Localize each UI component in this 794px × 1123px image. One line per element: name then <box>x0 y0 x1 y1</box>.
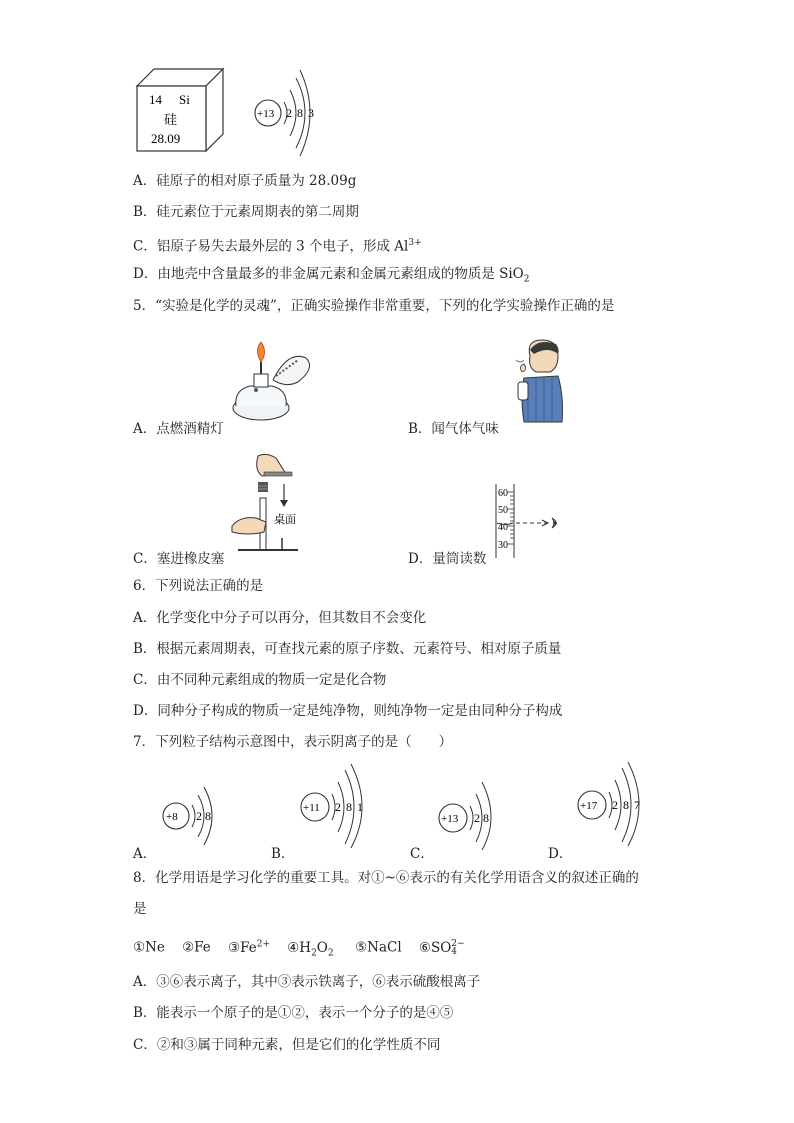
ion-charge: 3+ <box>408 238 422 248</box>
tick-30: 30 <box>498 540 508 551</box>
electron-shells: 2 8 1 <box>335 800 364 814</box>
option-text: D．由地壳中含量最多的非金属元素和金属元素组成的物质是 SiO <box>133 266 524 282</box>
alcohol-lamp-illustration <box>228 340 323 425</box>
question-8-stem-line1: 8．化学用语是学习化学的重要工具。对①~⑥表示的有关化学用语含义的叙述正确的 <box>133 870 639 886</box>
option-8c: C．②和③属于同种元素，但是它们的化学性质不同 <box>133 1037 441 1053</box>
question-6-stem: 6．下列说法正确的是 <box>133 578 264 594</box>
item-2: ②Fe <box>182 939 211 956</box>
option-8b: B．能表示一个原子的是①②，表示一个分子的是④⑤ <box>133 1005 454 1021</box>
option-4b: B．硅元素位于元素周期表的第二周期 <box>133 204 359 220</box>
option-5d: D．量筒读数 <box>408 551 487 567</box>
item-1: ①Ne <box>133 939 165 956</box>
option-5c: C．塞进橡皮塞 <box>133 551 225 567</box>
item-4-text-b: O <box>316 939 328 956</box>
smelling-gas-illustration <box>508 336 564 426</box>
option-7a-label: A． <box>133 846 157 862</box>
option-8a: A．③⑥表示离子，其中③表示铁离子，⑥表示硫酸根离子 <box>133 974 481 990</box>
item-6-subscript: 4 <box>451 947 458 957</box>
option-7d-label: D． <box>548 846 573 862</box>
option-7c-label: C． <box>410 846 434 862</box>
item-3 <box>228 940 270 956</box>
nucleus-charge: +13 <box>441 813 459 825</box>
element-mass: 28.09 <box>151 131 181 146</box>
item-3-text: ③Fe <box>227 939 257 956</box>
option-6d: D．同种分子构成的物质一定是纯净物，则纯净物一定是由同种分子构成 <box>133 703 563 719</box>
nucleus-charge: +17 <box>580 800 598 812</box>
question-8-stem-line2: 是 <box>133 901 147 917</box>
electron-shells: 2 8 7 <box>612 798 641 812</box>
particle-diagram-b <box>297 762 387 848</box>
aluminum-atom-diagram <box>250 66 330 160</box>
nucleus-charge: +11 <box>303 802 320 814</box>
question-5-stem: 5．“实验是化学的灵魂”，正确实验操作非常重要，下列的化学实验操作正确的是 <box>133 298 615 314</box>
item-4-text-a: ④H <box>287 939 312 956</box>
particle-diagram-a <box>160 783 240 849</box>
element-number: 14 <box>149 92 162 107</box>
item-5: ⑤NaCl <box>355 939 402 956</box>
option-5a: A．点燃酒精灯 <box>133 421 224 437</box>
item-4 <box>287 939 334 959</box>
particle-diagram-c <box>436 778 516 850</box>
option-5b: B．闻气体气味 <box>408 421 499 437</box>
tick-60: 60 <box>498 488 508 499</box>
item-4-subscript-1: 2 <box>311 948 317 959</box>
desk-label: 桌面 <box>274 514 296 526</box>
tick-40: 40 <box>498 522 508 533</box>
element-symbol: Si <box>179 92 190 107</box>
item-3-charge: 2+ <box>256 939 270 949</box>
option-6a: A．化学变化中分子可以再分，但其数目不会变化 <box>133 610 427 626</box>
tick-50: 50 <box>498 505 508 516</box>
question-7-stem: 7．下列粒子结构示意图中，表示阴离子的是（ ） <box>133 734 453 750</box>
option-6b: B．根据元素周期表，可查找元素的原子序数、元素符号、相对原子质量 <box>133 641 562 657</box>
insert-stopper-illustration <box>228 452 302 560</box>
nucleus-charge: +13 <box>257 108 275 120</box>
item-6 <box>419 940 465 956</box>
electron-shells: 2 8 <box>196 809 211 823</box>
question-8-items <box>133 935 465 962</box>
nucleus-charge: +8 <box>166 811 178 823</box>
silicon-element-card <box>134 64 226 154</box>
option-6c: C．由不同种元素组成的物质一定是化合物 <box>133 672 387 688</box>
formula-subscript: 2 <box>523 274 530 285</box>
item-6-text: ⑥SO <box>418 939 452 956</box>
element-name: 硅 <box>164 112 178 127</box>
option-7b-label: B． <box>271 846 295 862</box>
option-text: C．铝原子易失去最外层的 3 个电子，形成 Al <box>133 238 409 255</box>
particle-diagram-d <box>574 760 664 846</box>
electron-shells: 2 8 3 <box>286 106 315 120</box>
item-6-charge: 2− <box>451 939 465 949</box>
option-4d <box>133 265 529 289</box>
graduated-cylinder-illustration <box>494 482 566 562</box>
option-4a: A．硅原子的相对原子质量为 28.09g <box>133 173 357 189</box>
electron-shells: 2 8 <box>474 811 489 825</box>
option-4c <box>133 234 422 256</box>
item-4-subscript-2: 2 <box>327 948 334 959</box>
